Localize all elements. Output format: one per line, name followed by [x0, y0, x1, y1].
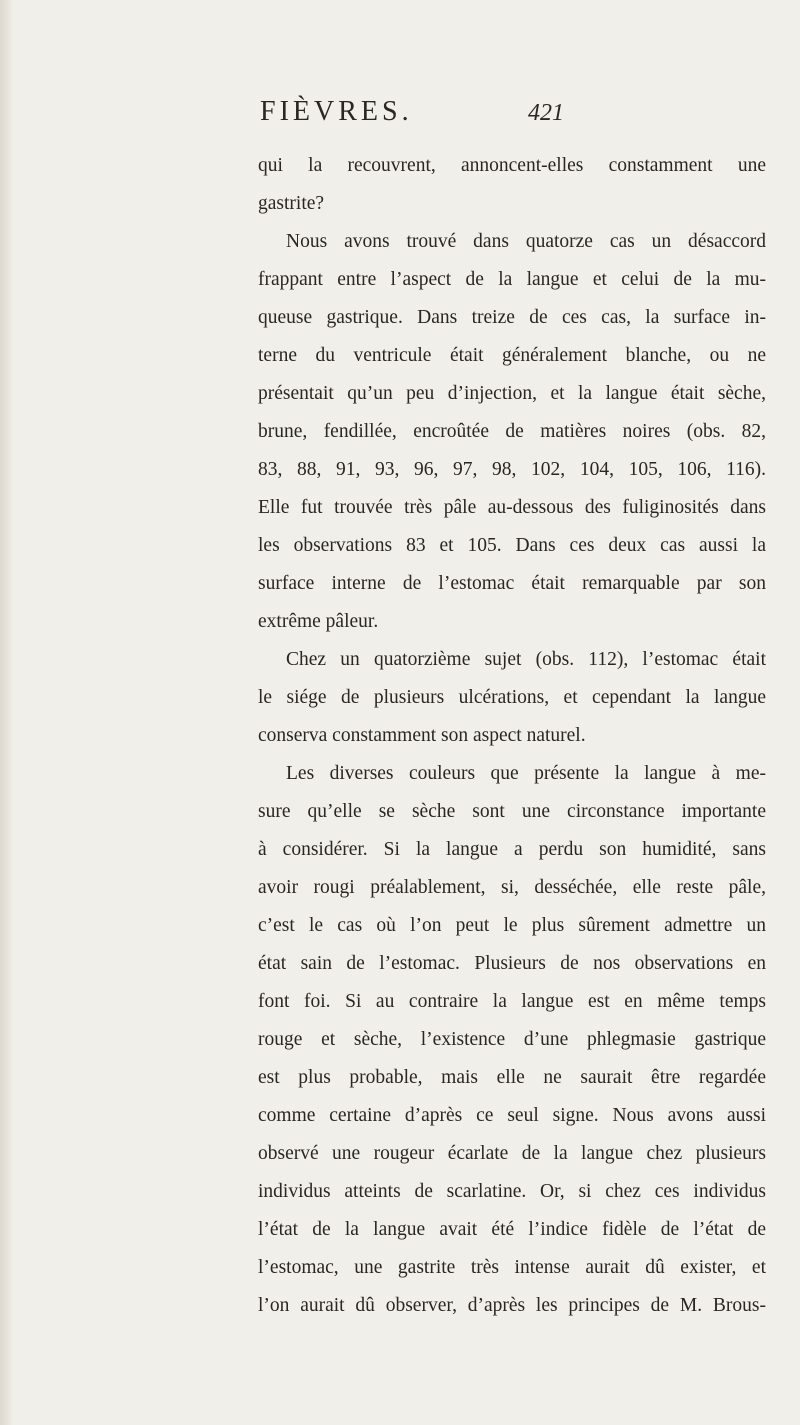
text-line: Les diverses couleurs que présente la langue à me-: [286, 763, 766, 784]
page-edge: [0, 0, 14, 1425]
text-line: Elle fut trouvée très pâle au-dessous des fuliginosités dans: [258, 497, 766, 518]
text-line: frappant entre l’aspect de la langue et celui de la mu-: [258, 269, 766, 290]
text-line: 83, 88, 91, 93, 96, 97, 98, 102, 104, 105, 106, 116).: [258, 459, 766, 480]
text-line: c’est le cas où l’on peut le plus sûrement admettre un: [258, 915, 766, 936]
text-line: sure qu’elle se sèche sont une circonstance importante: [258, 801, 766, 822]
text-line: terne du ventricule était généralement blanche, ou ne: [258, 345, 766, 366]
body-text: [258, 147, 766, 1325]
text-line: est plus probable, mais elle ne saurait être regardée: [258, 1067, 766, 1088]
text-line: le siége de plusieurs ulcérations, et cependant la langue: [258, 687, 766, 708]
text-line: comme certaine d’après ce seul signe. Nous avons aussi: [258, 1105, 766, 1126]
page-header: [0, 96, 800, 136]
text-line: conserva constamment son aspect naturel.: [258, 725, 586, 746]
text-line: rouge et sèche, l’existence d’une phlegmasie gastrique: [258, 1029, 766, 1050]
text-line: à considérer. Si la langue a perdu son humidité, sans: [258, 839, 766, 860]
text-line: extrême pâleur.: [258, 611, 379, 632]
page-number: 421: [528, 100, 564, 126]
text-line: individus atteints de scarlatine. Or, si chez ces individus: [258, 1181, 766, 1202]
text-line: l’on aurait dû observer, d’après les principes de M. Brous-: [258, 1295, 766, 1316]
text-line: Chez un quatorzième sujet (obs. 112), l’estomac était: [286, 649, 766, 670]
text-line: brune, fendillée, encroûtée de matières noires (obs. 82,: [258, 421, 766, 442]
text-line: observé une rougeur écarlate de la langue chez plusieurs: [258, 1143, 766, 1164]
text-line: surface interne de l’estomac était remarquable par son: [258, 573, 766, 594]
text-line: queuse gastrique. Dans treize de ces cas, la surface in-: [258, 307, 766, 328]
text-line: avoir rougi préalablement, si, desséchée, elle reste pâle,: [258, 877, 766, 898]
text-line: présentait qu’un peu d’injection, et la langue était sèche,: [258, 383, 766, 404]
running-title: FIÈVRES.: [260, 96, 413, 127]
text-line: l’estomac, une gastrite très intense aurait dû exister, et: [258, 1257, 766, 1278]
text-line: gastrite?: [258, 193, 325, 214]
text-line: l’état de la langue avait été l’indice fidèle de l’état de: [258, 1219, 766, 1240]
text-line: qui la recouvrent, annoncent-elles constamment une: [258, 155, 766, 176]
text-line: font foi. Si au contraire la langue est en même temps: [258, 991, 766, 1012]
text-line: les observations 83 et 105. Dans ces deux cas aussi la: [258, 535, 766, 556]
text-line: état sain de l’estomac. Plusieurs de nos observations en: [258, 953, 766, 974]
text-line: Nous avons trouvé dans quatorze cas un désaccord: [286, 231, 766, 252]
